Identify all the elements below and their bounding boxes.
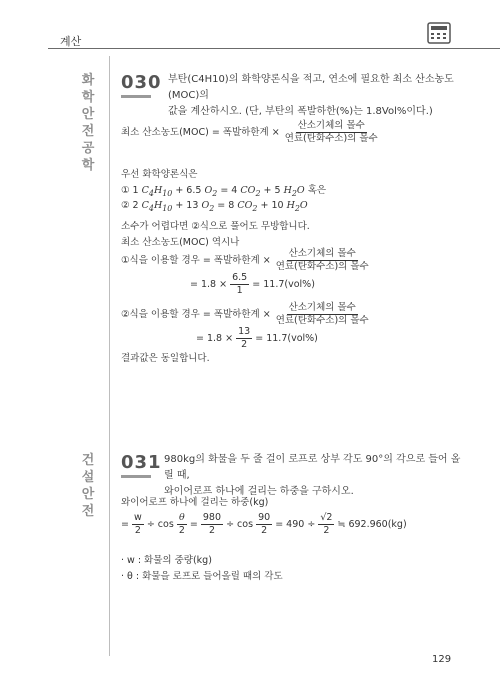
subject-label-line: 건설 bbox=[81, 453, 95, 485]
fraction-denominator: 연료(탄화수소)의 몰수 bbox=[284, 133, 378, 144]
fraction-denominator: 2 bbox=[208, 525, 215, 536]
load-formula-title: 와이어로프 하나에 걸리는 하중(kg) bbox=[121, 497, 269, 508]
question-number: 030 bbox=[121, 72, 162, 93]
formula-left: 최소 산소농도(MOC) = 폭발하한계 × bbox=[121, 127, 280, 138]
980-over-2 bbox=[201, 512, 223, 537]
oxygen-formula: $O_2$ bbox=[201, 200, 215, 213]
subject-label-chemistry bbox=[77, 72, 99, 174]
question-number-underline bbox=[121, 95, 151, 98]
case-fraction bbox=[274, 302, 371, 327]
water-formula: $H_2O$ bbox=[286, 200, 308, 213]
question-line: 980kg의 화물을 두 줄 걸이 로프로 상부 각도 90°의 각으로 들어 올릴 때, bbox=[164, 454, 461, 481]
margin-rule bbox=[109, 56, 110, 656]
fraction-numerator: θ bbox=[178, 512, 185, 523]
subject-label-construction bbox=[77, 452, 99, 520]
eq-coef: ② 2 bbox=[121, 200, 139, 211]
eq-connector: 혹은 bbox=[307, 185, 327, 196]
equation-2 bbox=[121, 200, 308, 213]
load-formula bbox=[121, 512, 407, 537]
case2-calc bbox=[196, 326, 318, 351]
fraction-numerator: 980 bbox=[202, 512, 222, 523]
fraction-denominator: 2 bbox=[323, 525, 330, 536]
calculator-icon bbox=[427, 22, 451, 44]
equals-sign: = bbox=[189, 519, 198, 530]
question-number: 031 bbox=[121, 452, 162, 473]
fraction-numerator: 산소기체의 몰수 bbox=[288, 248, 356, 259]
subject-label-line: 화학 bbox=[81, 73, 95, 105]
fraction-denominator: 2 bbox=[178, 525, 185, 536]
calc-left: = 1.8 × bbox=[196, 333, 234, 344]
fraction-denominator: 연료(탄화수소)의 몰수 bbox=[275, 315, 369, 326]
theta-over-2 bbox=[177, 512, 187, 537]
fraction-numerator: 90 bbox=[258, 512, 271, 523]
eq-coef: ① 1 bbox=[121, 185, 139, 196]
legend-weight: · w : 화물의 중량(kg) bbox=[121, 555, 212, 566]
question-line: 부탄(C4H10)의 화학양론식을 적고, 연소에 필요한 최소 산소농도(MOC)의 bbox=[168, 74, 454, 101]
water-formula: $H_2O$ bbox=[283, 185, 305, 198]
conclusion-text: 결과값은 동일합니다. bbox=[121, 353, 210, 364]
fraction-denominator: 2 bbox=[261, 525, 268, 536]
case1-calc bbox=[190, 272, 315, 297]
question-text bbox=[168, 72, 468, 120]
moc-formula bbox=[121, 120, 380, 145]
fraction-denominator: 2 bbox=[134, 525, 141, 536]
subject-label-line: 공학 bbox=[81, 141, 95, 173]
question-text bbox=[164, 452, 464, 500]
w-over-2 bbox=[132, 512, 144, 537]
case-fraction bbox=[274, 248, 371, 273]
oxygen-formula: $O_2$ bbox=[204, 185, 218, 198]
equals-490: = 490 ÷ bbox=[275, 519, 316, 530]
equals-sign: = bbox=[121, 519, 129, 530]
butane-formula: $C_4H_{10}$ bbox=[141, 185, 173, 198]
eq-coef: + 5 bbox=[263, 185, 281, 196]
eq-coef: + 10 bbox=[260, 200, 284, 211]
co2-formula: $CO_2$ bbox=[240, 185, 261, 198]
fraction-numerator: 13 bbox=[238, 326, 251, 337]
eq-coef: + 6.5 bbox=[175, 185, 202, 196]
case1-formula bbox=[121, 248, 371, 273]
butane-formula: $C_4H_{10}$ bbox=[141, 200, 173, 213]
eq-coef: = 4 bbox=[220, 185, 238, 196]
fraction-denominator: 연료(탄화수소)의 몰수 bbox=[275, 261, 369, 272]
fraction-numerator: √2 bbox=[320, 512, 333, 523]
case-left: ①식을 이용할 경우 = 폭발하한계 × bbox=[121, 255, 271, 266]
calc-result: = 11.7(vol%) bbox=[255, 333, 318, 344]
div-cos: ÷ cos bbox=[146, 519, 174, 530]
fraction-denominator: 2 bbox=[241, 339, 248, 350]
calc-fraction bbox=[230, 272, 249, 297]
eq-coef: = 8 bbox=[217, 200, 235, 211]
subject-label-line: 안전 bbox=[81, 107, 95, 139]
90-over-2 bbox=[256, 512, 272, 537]
page-number: 129 bbox=[432, 654, 452, 665]
fraction-denominator: 1 bbox=[236, 285, 243, 296]
section-title: 계산 bbox=[60, 35, 82, 48]
fraction-numerator: 산소기체의 몰수 bbox=[288, 302, 356, 313]
calc-fraction bbox=[236, 326, 252, 351]
question-line: 값을 계산하시오. (단, 부탄의 폭발하한(%)는 1.8Vol%이다.) bbox=[168, 106, 433, 117]
question-number-underline bbox=[121, 475, 151, 478]
fraction-numerator: 산소기체의 몰수 bbox=[297, 120, 365, 131]
div-cos: ÷ cos bbox=[226, 519, 254, 530]
note-text: 최소 산소농도(MOC) 역시나 bbox=[121, 237, 240, 248]
fraction-numerator: 6.5 bbox=[232, 272, 248, 283]
sqrt2-over-2 bbox=[318, 512, 334, 537]
legend-angle: · θ : 화물을 로프로 들어올릴 때의 각도 bbox=[121, 571, 283, 582]
note-text: 소수가 어렵다면 ②식으로 풀어도 무방합니다. bbox=[121, 221, 310, 232]
calc-left: = 1.8 × bbox=[190, 279, 228, 290]
intro-text: 우선 화학양론식은 bbox=[121, 169, 198, 180]
calc-result: = 11.7(vol%) bbox=[252, 279, 315, 290]
question-line: 와이어로프 하나에 걸리는 하중을 구하시오. bbox=[164, 486, 354, 497]
co2-formula: $CO_2$ bbox=[237, 200, 258, 213]
formula-fraction bbox=[283, 120, 380, 145]
fraction-numerator: w bbox=[134, 512, 142, 523]
case2-formula bbox=[121, 302, 371, 327]
eq-coef: + 13 bbox=[175, 200, 199, 211]
case-left: ②식을 이용할 경우 = 폭발하한계 × bbox=[121, 309, 271, 320]
load-result: ≒ 692.960(kg) bbox=[337, 519, 407, 530]
subject-label-line: 안전 bbox=[81, 487, 95, 519]
header-divider bbox=[48, 48, 500, 49]
equation-1 bbox=[121, 182, 326, 198]
